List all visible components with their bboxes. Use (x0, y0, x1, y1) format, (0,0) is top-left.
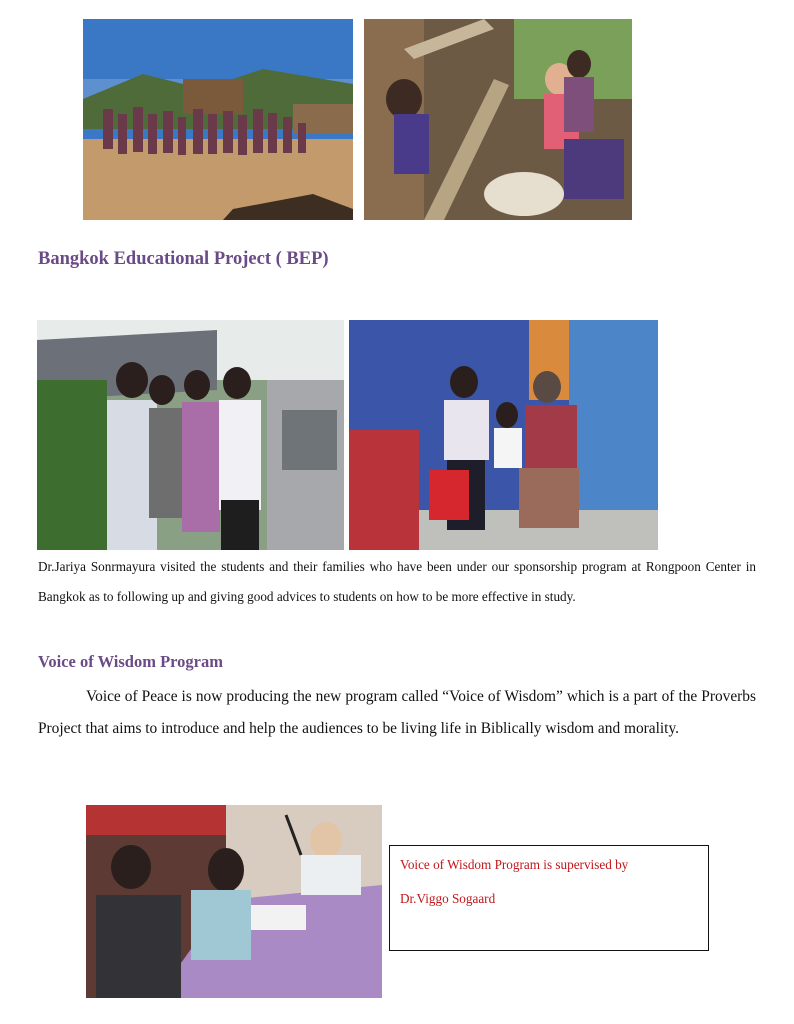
photo-rice-pounding (364, 19, 632, 220)
photo-recording-studio (86, 805, 382, 998)
supervision-line-1: Voice of Wisdom Program is supervised by (400, 857, 629, 872)
supervision-box (389, 845, 709, 951)
section-heading-bep: Bangkok Educational Project ( BEP) (38, 249, 329, 269)
bep-caption: Dr.Jariya Sonrmayura visited the students and their families who have been under our sponsorship program at Rongpoon Center in Bangkok as to following up and giving good advices to students on how to be more effective in study. (38, 559, 756, 604)
supervision-line-2: Dr.Viggo Sogaard (400, 891, 496, 906)
vow-paragraph: Voice of Peace is now producing the new program called “Voice of Wisdom” which is a part of the Proverbs Project that aims to introduce and help the audiences to be living life in Biblically wisdom and morality. (38, 688, 756, 737)
photo-students-visit (37, 320, 344, 550)
photo-village-group (83, 19, 353, 220)
photo-family-visit (349, 320, 658, 550)
section-heading-vow: Voice of Wisdom Program (38, 652, 224, 671)
